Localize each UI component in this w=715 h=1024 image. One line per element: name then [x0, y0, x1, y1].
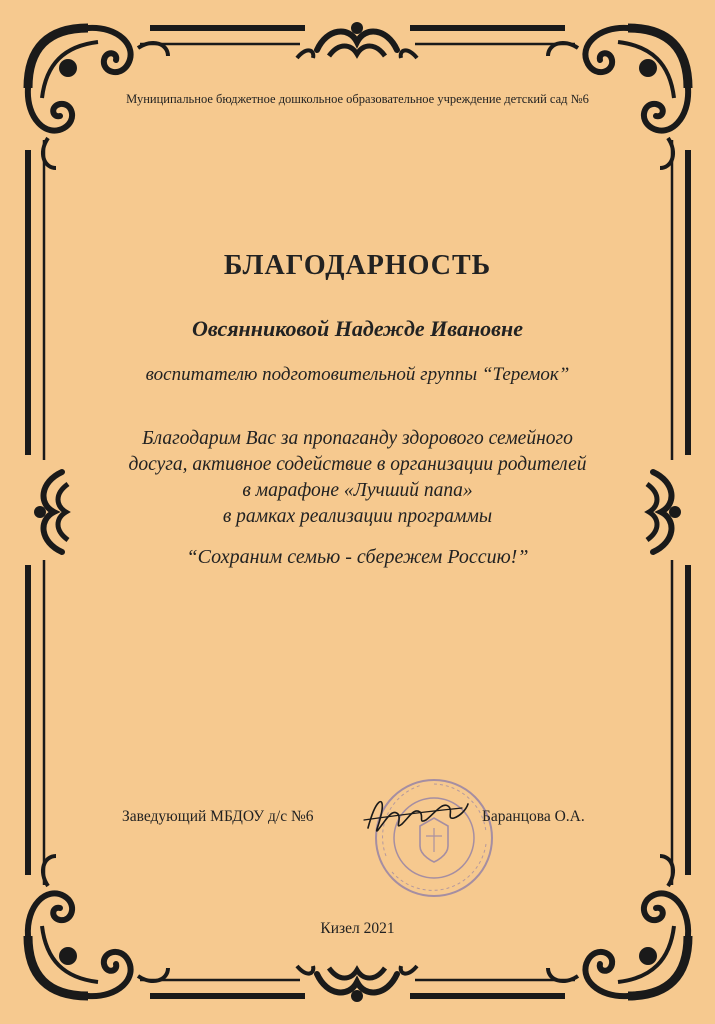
signatory-name: Баранцова О.А. — [482, 808, 585, 825]
body-line: досуга, активное содействие в организации родителей — [128, 454, 587, 475]
city-year: Кизел 2021 — [320, 920, 395, 937]
signatory-title: Заведующий МБДОУ д/с №6 — [122, 808, 314, 825]
signature — [362, 790, 472, 840]
body-line: Благодарим Вас за пропаганду здорового семейного — [142, 428, 573, 449]
body-line: в рамках реализации программы — [222, 506, 493, 527]
recipient-position: воспитателю подготовительной группы “Теремок” — [145, 364, 570, 385]
program-name: “Сохраним семью - сбережем Россию!” — [186, 546, 529, 568]
body-line: в марафоне «Лучший папа» — [242, 480, 473, 501]
document-title: БЛАГОДАРНОСТЬ — [223, 250, 492, 281]
recipient-name: Овсянниковой Надежде Ивановне — [192, 316, 523, 341]
organization-name: Муниципальное бюджетное дошкольное образовательное учреждение детский сад №6 — [126, 92, 589, 106]
